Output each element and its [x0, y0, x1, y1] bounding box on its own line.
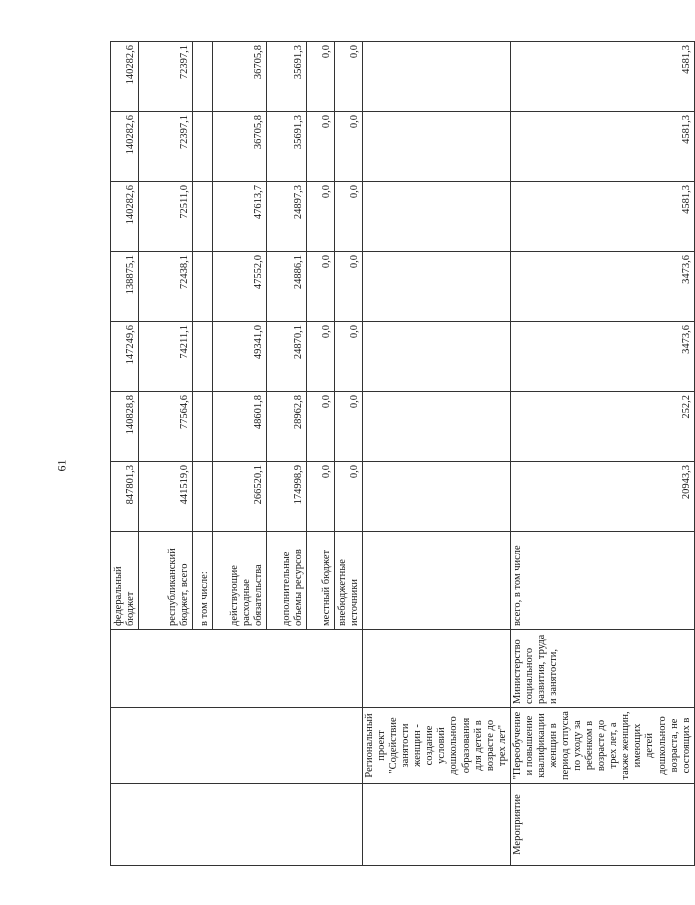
- value-cell: [363, 462, 511, 532]
- value-cell: 49341,0: [213, 322, 267, 392]
- value-cell: 24886,1: [267, 252, 307, 322]
- value-cell: [363, 112, 511, 182]
- value-cell: [193, 322, 213, 392]
- value-cell: [363, 392, 511, 462]
- table-row: [111, 42, 139, 866]
- value-cell: [363, 182, 511, 252]
- value-cell: 847801,3: [111, 462, 139, 532]
- value-cell: 0,0: [335, 42, 363, 112]
- value-cell: 266520,1: [213, 462, 267, 532]
- value-cell: 140828,8: [111, 392, 139, 462]
- value-cell: 74211,1: [139, 322, 193, 392]
- value-cell: 72397,1: [139, 112, 193, 182]
- source-label: дополнительные объемы ресурсов: [267, 532, 307, 630]
- value-cell: 72397,1: [139, 42, 193, 112]
- regional-project-title: Региональный проект "Содействие занятости женщин - создание условий дошкольного образования для детей в возрасте до трех лет": [363, 708, 511, 784]
- source-label: действующие расходные обязательства: [213, 532, 267, 630]
- source-label: местный бюджет: [307, 532, 335, 630]
- value-cell: 24897,3: [267, 182, 307, 252]
- value-cell: 174998,9: [267, 462, 307, 532]
- value-cell: 252,2: [510, 392, 694, 462]
- value-cell: 0,0: [307, 392, 335, 462]
- value-cell: 0,0: [307, 112, 335, 182]
- source-label: республиканский бюджет, всего: [139, 532, 193, 630]
- value-cell: 0,0: [335, 112, 363, 182]
- value-cell: 140282,6: [111, 182, 139, 252]
- rotated-table-container: [110, 45, 692, 866]
- value-cell: 77564,6: [139, 392, 193, 462]
- value-cell: 47552,0: [213, 252, 267, 322]
- value-cell: 140282,6: [111, 112, 139, 182]
- value-cell: [363, 42, 511, 112]
- cell-empty-type: [111, 784, 363, 866]
- value-cell: [363, 322, 511, 392]
- table-row: [363, 42, 511, 866]
- value-cell: [193, 42, 213, 112]
- value-cell: 36705,8: [213, 42, 267, 112]
- value-cell: 0,0: [307, 42, 335, 112]
- value-cell: 3473,6: [510, 252, 694, 322]
- value-cell: 4581,3: [510, 182, 694, 252]
- value-cell: [193, 112, 213, 182]
- value-cell: [193, 392, 213, 462]
- value-cell: 4581,3: [510, 112, 694, 182]
- value-cell: [193, 252, 213, 322]
- value-cell: [363, 252, 511, 322]
- budget-table: [110, 41, 695, 866]
- value-cell: 36705,8: [213, 112, 267, 182]
- value-cell: 147249,6: [111, 322, 139, 392]
- value-cell: 4581,3: [510, 42, 694, 112]
- value-cell: 0,0: [335, 392, 363, 462]
- value-cell: 0,0: [307, 252, 335, 322]
- source-label: федеральный бюджет: [111, 532, 139, 630]
- value-cell: 138875,1: [111, 252, 139, 322]
- value-cell: 140282,6: [111, 42, 139, 112]
- value-cell: 24870,1: [267, 322, 307, 392]
- value-cell: 0,0: [335, 182, 363, 252]
- value-cell: 0,0: [335, 462, 363, 532]
- source-label: в том числе:: [193, 532, 213, 630]
- value-cell: 0,0: [335, 252, 363, 322]
- value-cell: 48601,8: [213, 392, 267, 462]
- value-cell: 28962,8: [267, 392, 307, 462]
- value-cell: [193, 182, 213, 252]
- page-number: 61: [54, 459, 69, 472]
- cell-empty-resp: [111, 630, 363, 708]
- value-cell: 35691,3: [267, 42, 307, 112]
- table-row: [510, 42, 694, 866]
- value-cell: 35691,3: [267, 112, 307, 182]
- value-cell: 3473,6: [510, 322, 694, 392]
- value-cell: [193, 462, 213, 532]
- cell-empty-name: [111, 708, 363, 784]
- measure-source: всего, в том числе: [510, 532, 694, 630]
- source-label: внебюджетные источники: [335, 532, 363, 630]
- cell-empty-resp: [363, 630, 511, 708]
- value-cell: 0,0: [307, 462, 335, 532]
- value-cell: 47613,7: [213, 182, 267, 252]
- cell-empty-src: [363, 532, 511, 630]
- value-cell: 441519,0: [139, 462, 193, 532]
- value-cell: 20943,3: [510, 462, 694, 532]
- measure-responsible: Министерство социального развития, труда и занятости,: [510, 630, 694, 708]
- measure-name: "Переобучение и повышение квалификации женщин в период отпуска по уходу за ребенком в возрасте до трех лет, а также женщин, имеющих детей дошкольного возраста, не состоящих в: [510, 708, 694, 784]
- value-cell: 72511,0: [139, 182, 193, 252]
- value-cell: 0,0: [307, 182, 335, 252]
- cell-empty-type: [363, 784, 511, 866]
- measure-type: Мероприятие: [510, 784, 694, 866]
- value-cell: 0,0: [307, 322, 335, 392]
- value-cell: 72438,1: [139, 252, 193, 322]
- value-cell: 0,0: [335, 322, 363, 392]
